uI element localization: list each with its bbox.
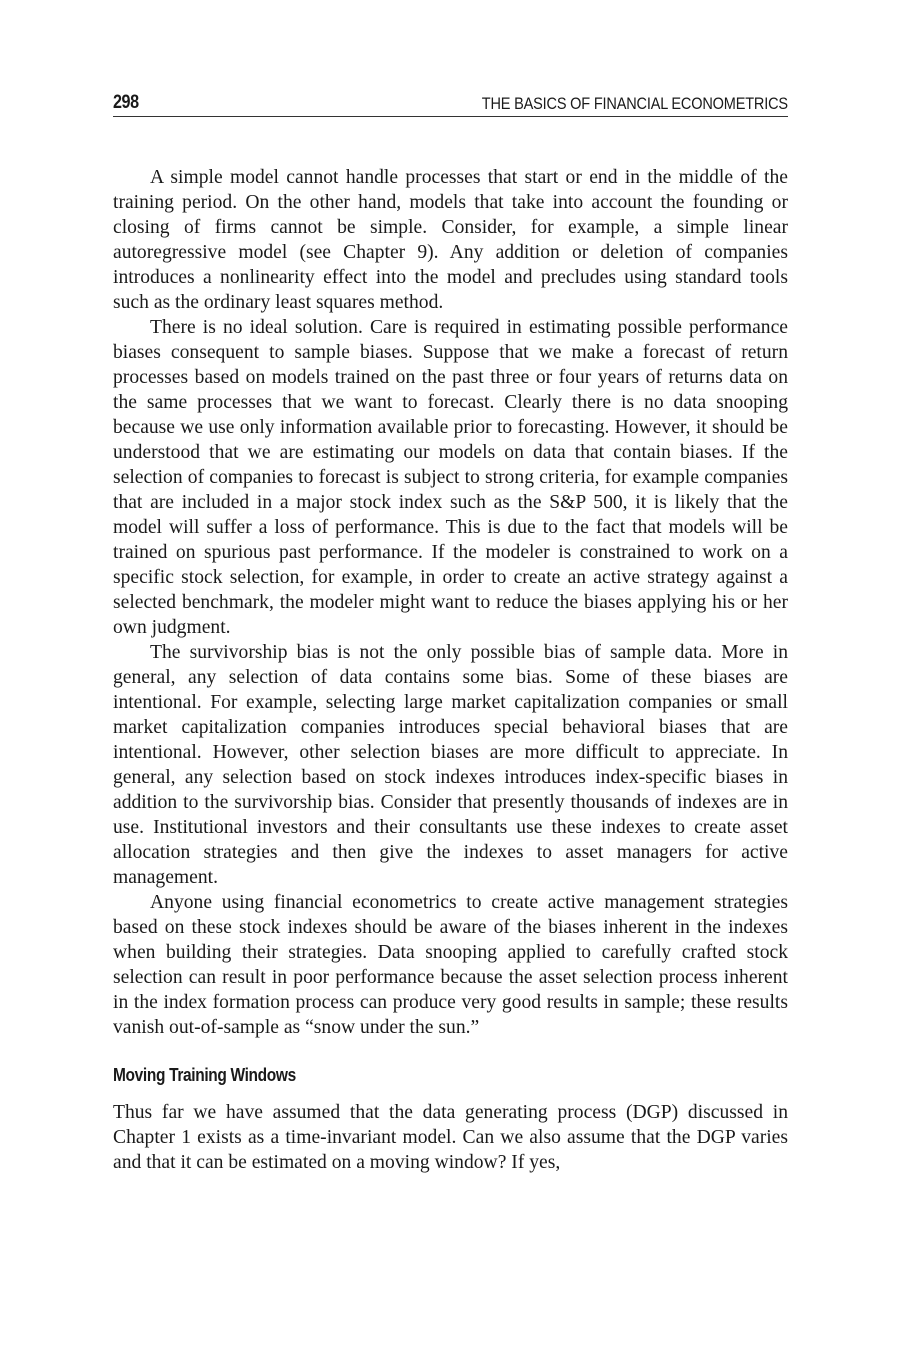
paragraph-no-ideal-solution: There is no ideal solution. Care is required in estimating possible performance biases consequent to sample biases. Suppose that we make a forecast of return processes based on models trained on the past three or four years of returns data on the same processes that we want to forecast. Clearly there is no data snooping because we use only information available prior to forecasting. However, it should be understood that we are estimating our models on data that contain biases. If the selection of companies to forecast is subject to strong criteria, for example companies that are included in a major stock index such as the S&P 500, it is likely that the model will suffer a loss of performance. This is due to the fact that models will be trained on spurious past performance. If the modeler is constrained to work on a specific stock selection, for example, in order to create an active strategy against a selected benchmark, the modeler might want to reduce the biases applying his or her own judgment. [113,317,788,638]
book-page [113,88,788,1175]
paragraph-survivorship-modeling: A simple model cannot handle processes that start or end in the middle of the training period. On the other hand, models that take into account the founding or closing of firms cannot be simple. Consider, for example, a simple linear autoregressive model (see Chapter 9). Any addition or deletion of companies introduces a nonlinearity effect into the model and precludes using standard tools such as the ordinary least squares method. [113,167,788,313]
paragraph-index-strategies: Anyone using financial econometrics to create active management strategies based on these stock indexes should be aware of the biases inherent in the indexes when building their strategies. Data snooping applied to carefully crafted stock selection can result in poor performance because the asset selection process inherent in the index formation process can produce very good results in sample; these results vanish out-of-sample as “snow under the sun.” [113,892,788,1038]
running-header [113,88,788,117]
body-text [113,165,788,1175]
paragraph-other-biases: The survivorship bias is not the only possible bias of sample data. More in general, any selection of data contains some bias. Some of these biases are intentional. For example, selecting large market capitalization companies or small market capitalization companies introduces special behavioral biases that are intentional. However, other selection biases are more difficult to appreciate. In general, any selection based on stock indexes introduces index-specific biases in addition to the survivorship bias. Consider that presently thousands of indexes are in use. Institutional investors and their consultants use these indexes to create asset allocation strategies and then give the indexes to asset managers for active management. [113,642,788,888]
running-title: THE BASICS OF FINANCIAL ECONOMETRICS [481,95,788,113]
page-number: 298 [113,92,139,113]
paragraph-moving-windows: Thus far we have assumed that the data generating process (DGP) discussed in Chapter 1 exists as a time-invariant model. Can we also assume that the DGP varies and that it can be estimated on a moving window? If yes, [113,1102,788,1173]
section-heading: Moving Training Windows [113,1065,296,1085]
